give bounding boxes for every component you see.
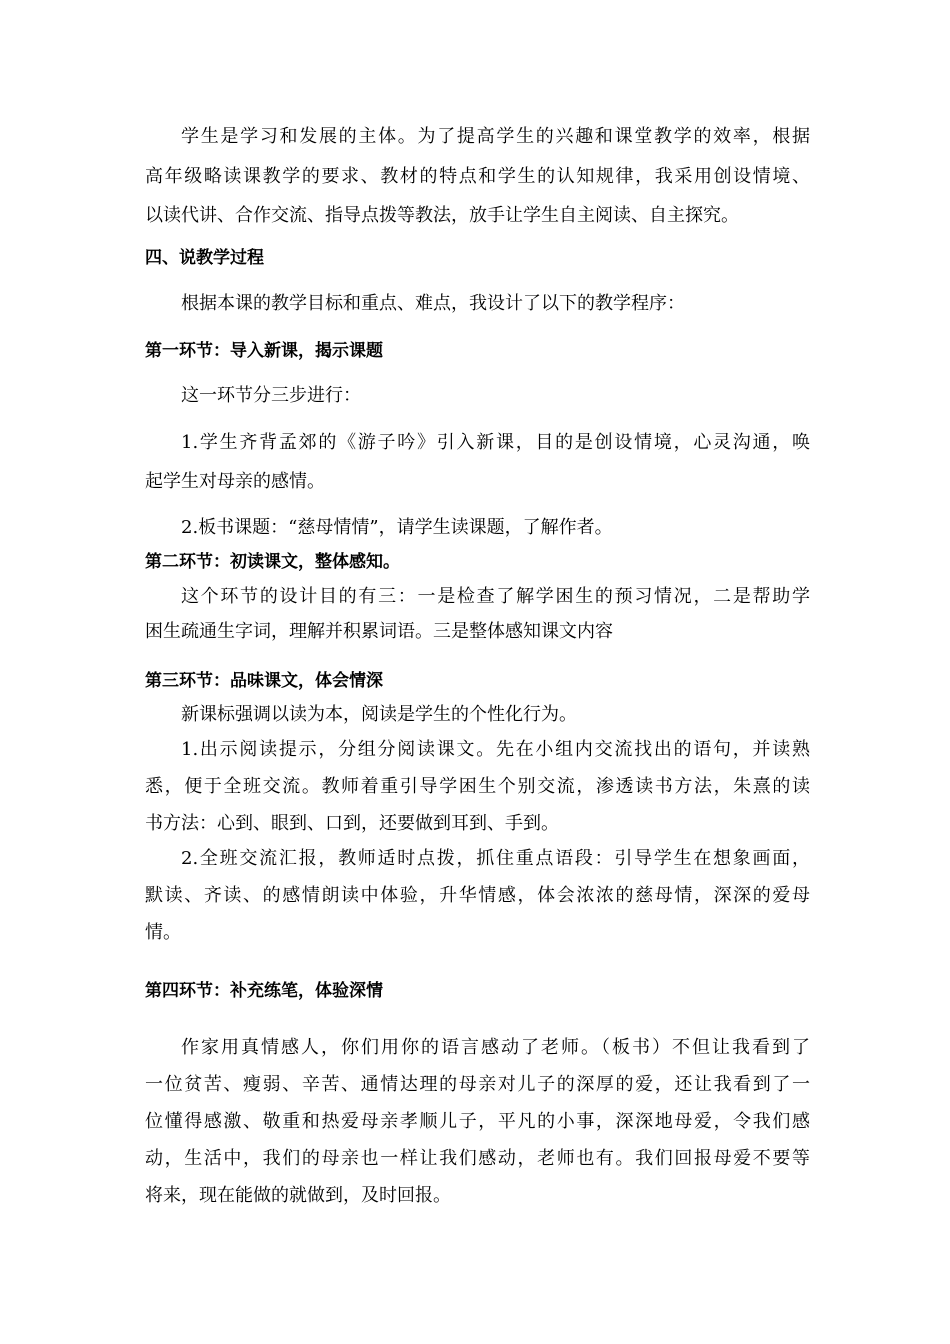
stage-3-lead: 新课标强调以读为本，阅读是学生的个性化行为。 xyxy=(181,704,577,725)
section-heading-teaching-process: 四、说教学过程 xyxy=(145,248,264,268)
stage-1-lead: 这一环节分三步进行： xyxy=(181,385,361,406)
stage-3-item-2-line: 2.全班交流汇报，教师适时点拨，抓住重点语段：引导学生在想象画面， xyxy=(181,848,810,869)
stage-1-item-2: 2.板书课题：“慈母情情”，请学生读课题，了解作者。 xyxy=(181,517,613,538)
stage-4-body-line: 动，生活中，我们的母亲也一样让我们感动，老师也有。我们回报母爱不要等 xyxy=(145,1148,810,1169)
stage-3-title: 第三环节：品味课文，体会情深 xyxy=(145,671,383,691)
stage-3-item-1-line: 悉，便于全班交流。教师着重引导学困生个别交流，渗透读书方法，朱熹的读 xyxy=(145,776,810,797)
stage-4-body-line: 一位贫苦、瘦弱、辛苦、通情达理的母亲对儿子的深厚的爱，还让我看到了一 xyxy=(145,1074,810,1095)
paragraph-line: 学生是学习和发展的主体。为了提高学生的兴趣和课堂教学的效率，根据 xyxy=(181,126,810,147)
stage-1-item-1-line: 1.学生齐背孟郊的《游子吟》引入新课，目的是创设情境，心灵沟通，唤 xyxy=(181,432,810,453)
paragraph-line: 以读代讲、合作交流、指导点拨等教法，放手让学生自主阅读、自主探究。 xyxy=(145,205,739,226)
stage-1-title: 第一环节：导入新课，揭示课题 xyxy=(145,341,383,361)
stage-3-item-2-line: 默读、齐读、的感情朗读中体验，升华情感，体会浓浓的慈母情，深深的爱母 xyxy=(145,885,810,906)
stage-4-body-line: 将来，现在能做的就做到，及时回报。 xyxy=(145,1185,451,1206)
stage-4-title: 第四环节：补充练笔，体验深情 xyxy=(145,981,383,1001)
intro-line: 根据本课的教学目标和重点、难点，我设计了以下的教学程序： xyxy=(181,293,685,314)
stage-2-title: 第二环节：初读课文，整体感知。 xyxy=(145,552,400,572)
stage-2-body-line: 这个环节的设计目的有三：一是检查了解学困生的预习情况，二是帮助学 xyxy=(181,586,810,607)
stage-4-body-line: 作家用真情感人，你们用你的语言感动了老师。（板书）不但让我看到了 xyxy=(181,1037,810,1058)
stage-3-item-1-line: 书方法：心到、眼到、口到，还要做到耳到、手到。 xyxy=(145,813,559,834)
stage-4-body-line: 位懂得感激、敬重和热爱母亲孝顺儿子，平凡的小事，深深地母爱，令我们感 xyxy=(145,1111,810,1132)
stage-1-item-1-line: 起学生对母亲的感情。 xyxy=(145,471,325,492)
stage-3-item-1-line: 1.出示阅读提示，分组分阅读课文。先在小组内交流找出的语句，并读熟 xyxy=(181,739,810,760)
stage-2-body-line: 困生疏通生字词，理解并积累词语。三是整体感知课文内容 xyxy=(145,621,613,642)
paragraph-line: 高年级略读课教学的要求、教材的特点和学生的认知规律，我采用创设情境、 xyxy=(145,166,810,187)
stage-3-item-2-line: 情。 xyxy=(145,922,181,943)
